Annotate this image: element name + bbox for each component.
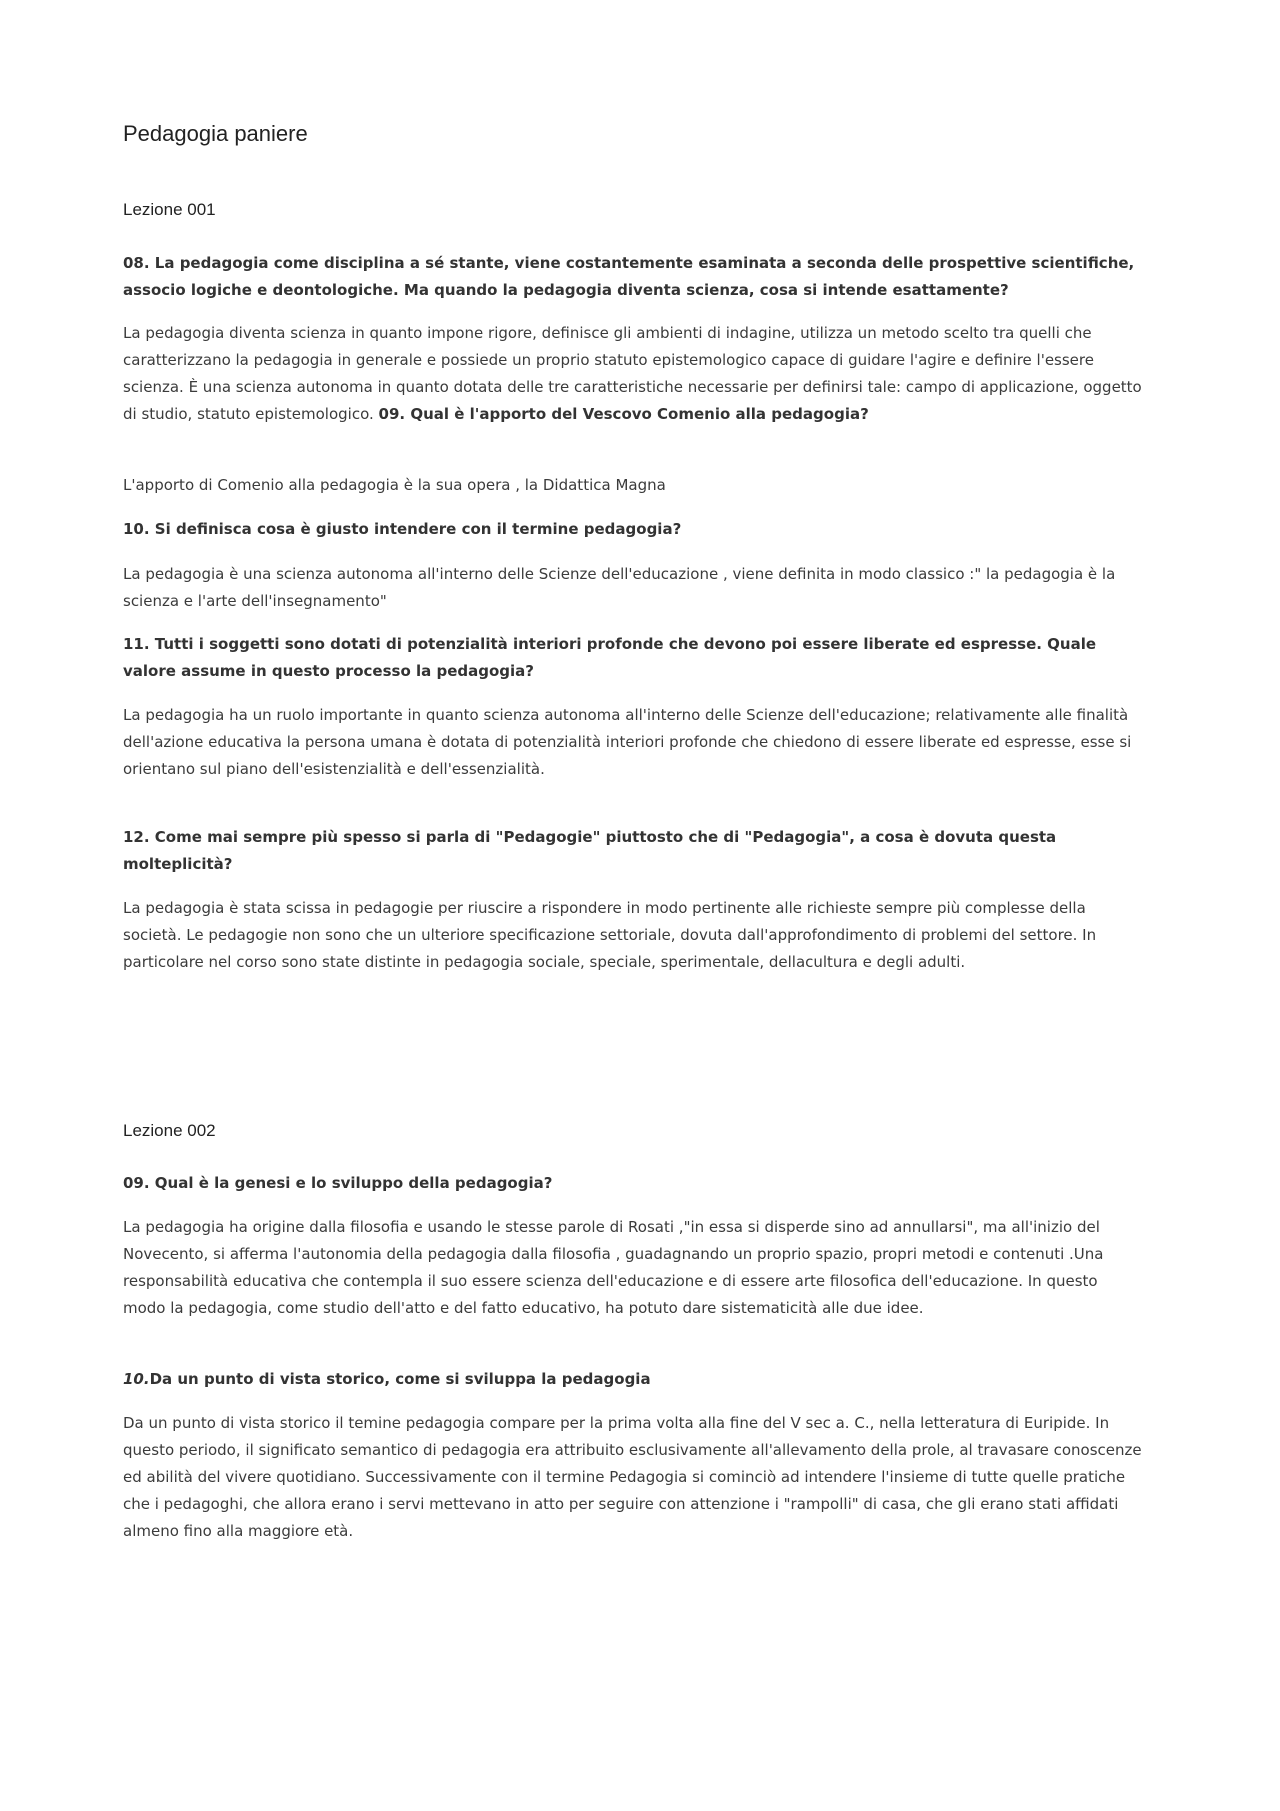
answer-09-lesson2: La pedagogia ha origine dalla filosofia e usando le stesse parole di Rosati ,"in essa si disperde sino ad annullarsi", ma all'inizio del Novecento, si afferma l'autonomia della pedagogia dalla filosofia , guadagnando un proprio spazio, propri metodi e contenuti .Una responsabilità educativa che contempla il suo essere scienza dell'educazione e di essere arte filosofica dell'educazione. In questo modo la pedagogia, come studio dell'atto e del fatto educativo, ha potuto dare sistematicità alle due idee. bbox=[123, 1218, 1104, 1317]
question-08: 08. La pedagogia come disciplina a sé stante, viene costantemente esaminata a seconda delle prospettive scientifiche, associo logiche e deontologiche. Ma quando la pedagogia diventa scienza, cosa si intende esattamente? bbox=[123, 254, 1135, 299]
question-09: 09. Qual è l'apporto del Vescovo Comenio alla pedagogia? bbox=[378, 405, 869, 423]
answer-12: La pedagogia è stata scissa in pedagogie per riuscire a rispondere in modo pertinente alle richieste sempre più complesse della società. Le pedagogie non sono che un ulteriore specificazione settoriale, dovuta dall'approfondimento di problemi del settore. In particolare nel corso sono state distinte in pedagogia sociale, speciale, sperimentale, dellacultura e degli adulti. bbox=[123, 899, 1097, 971]
lesson-heading-002: Lezione 002 bbox=[123, 1121, 216, 1140]
lesson-heading-001: Lezione 001 bbox=[123, 200, 216, 219]
question-10-number: 10. bbox=[123, 1370, 150, 1388]
document-title: Pedagogia paniere bbox=[123, 121, 308, 146]
question-12: 12. Come mai sempre più spesso si parla di "Pedagogie" piuttosto che di "Pedagogia", a cosa è dovuta questa molteplicità? bbox=[123, 828, 1057, 873]
answer-08: La pedagogia diventa scienza in quanto impone rigore, definisce gli ambienti di indagine, utilizza un metodo scelto tra quelli che caratterizzano la pedagogia in generale e possiede un proprio statuto epistemologico capace di guidare l'agire e definire l'essere scienza. È una scienza autonoma in quanto dotata delle tre caratteristiche necessarie per definirsi tale: campo di applicazione, oggetto di studio, statuto epistemologico. bbox=[123, 324, 1142, 423]
question-10-lesson2 bbox=[123, 1366, 1143, 1393]
answer-10: La pedagogia è una scienza autonoma all'interno delle Scienze dell'educazione , viene definita in modo classico :" la pedagogia è la scienza e l'arte dell'insegnamento" bbox=[123, 565, 1116, 610]
question-10-text: Da un punto di vista storico, come si sviluppa la pedagogia bbox=[149, 1370, 651, 1388]
question-09-lesson2: 09. Qual è la genesi e lo sviluppo della pedagogia? bbox=[123, 1174, 553, 1192]
question-10: 10. Si definisca cosa è giusto intendere con il termine pedagogia? bbox=[123, 520, 682, 538]
answer-09: L'apporto di Comenio alla pedagogia è la sua opera , la Didattica Magna bbox=[123, 476, 666, 494]
answer-11: La pedagogia ha un ruolo importante in quanto scienza autonoma all'interno delle Scienze dell'educazione; relativamente alle finalità dell'azione educativa la persona umana è dotata di potenzialità interiori profonde che chiedono di essere liberate ed espresse, esse si orientano sul piano dell'esistenzialità e dell'essenzialità. bbox=[123, 706, 1132, 778]
answer-08-block bbox=[123, 320, 1143, 428]
question-11: 11. Tutti i soggetti sono dotati di potenzialità interiori profonde che devono poi essere liberate ed espresse. Quale valore assume in questo processo la pedagogia? bbox=[123, 635, 1097, 680]
answer-10-lesson2: Da un punto di vista storico il temine pedagogia compare per la prima volta alla fine del V sec a. C., nella letteratura di Euripide. In questo periodo, il significato semantico di pedagogia era attribuito esclusivamente all'allevamento della prole, al travasare conoscenze ed abilità del vivere quotidiano. Successivamente con il termine Pedagogia si cominciò ad intendere l'insieme di tutte quelle pratiche che i pedagoghi, che allora erano i servi mettevano in atto per seguire con attenzione i "rampolli" di casa, che gli erano stati affidati almeno fino alla maggiore età. bbox=[123, 1414, 1142, 1540]
